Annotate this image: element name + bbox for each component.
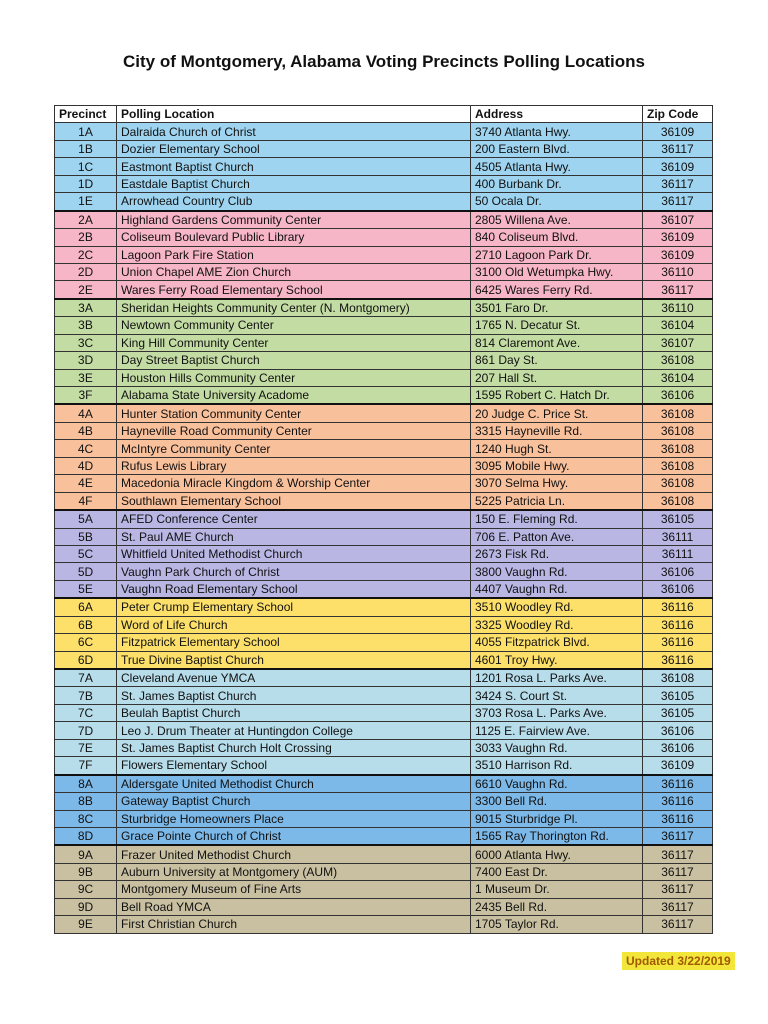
table-row [55,687,713,704]
address-cell: 50 Ocala Dr. [471,193,643,211]
address-cell: 1240 Hugh St. [471,440,643,457]
table-row [55,563,713,580]
page-title: City of Montgomery, Alabama Voting Precincts Polling Locations [122,52,646,71]
polling-location-cell: King Hill Community Center [117,334,471,351]
polling-location-cell: St. James Baptist Church [117,687,471,704]
zip-code-cell: 36116 [643,634,713,651]
table-row [55,158,713,175]
table-row [55,739,713,756]
precinct-cell: 7C [55,704,117,721]
precinct-cell: 8D [55,827,117,845]
table-header-row [55,106,713,123]
zip-code-cell: 36109 [643,158,713,175]
polling-location-cell: Vaughn Road Elementary School [117,580,471,598]
polling-location-cell: Coliseum Boulevard Public Library [117,229,471,246]
zip-code-cell: 36109 [643,229,713,246]
address-cell: 3300 Bell Rd. [471,793,643,810]
zip-code-cell: 36108 [643,352,713,369]
address-cell: 1 Museum Dr. [471,881,643,898]
table-row [55,246,713,263]
precinct-cell: 2B [55,229,117,246]
address-cell: 150 E. Fleming Rd. [471,510,643,528]
table-row [55,598,713,616]
address-cell: 3740 Atlanta Hwy. [471,123,643,140]
precinct-cell: 9A [55,845,117,863]
polling-location-cell: Alabama State University Acadome [117,387,471,405]
zip-code-cell: 36107 [643,334,713,351]
address-cell: 6000 Atlanta Hwy. [471,845,643,863]
precinct-cell: 9D [55,898,117,915]
address-cell: 1125 E. Fairview Ave. [471,722,643,739]
zip-code-cell: 36117 [643,863,713,880]
address-cell: 4407 Vaughn Rd. [471,580,643,598]
column-header-precinct: Precinct [55,106,117,123]
address-cell: 3510 Woodley Rd. [471,598,643,616]
precinct-cell: 3B [55,317,117,334]
table-row [55,193,713,211]
polling-location-cell: Dalraida Church of Christ [117,123,471,140]
table-row [55,334,713,351]
table-row [55,492,713,510]
address-cell: 3033 Vaughn Rd. [471,739,643,756]
column-header-zip-code: Zip Code [643,106,713,123]
table-row [55,211,713,229]
precinct-cell: 3A [55,299,117,317]
precinct-cell: 1B [55,140,117,157]
precinct-cell: 5E [55,580,117,598]
address-cell: 7400 East Dr. [471,863,643,880]
table-row [55,528,713,545]
polling-location-cell: Day Street Baptist Church [117,352,471,369]
precinct-cell: 2C [55,246,117,263]
precinct-cell: 4F [55,492,117,510]
polling-location-cell: Hayneville Road Community Center [117,422,471,439]
address-cell: 3325 Woodley Rd. [471,616,643,633]
table-row [55,898,713,915]
precinct-cell: 5A [55,510,117,528]
zip-code-cell: 36116 [643,793,713,810]
zip-code-cell: 36116 [643,616,713,633]
polling-location-cell: Macedonia Miracle Kingdom & Worship Center [117,475,471,492]
zip-code-cell: 36108 [643,404,713,422]
address-cell: 2673 Fisk Rd. [471,545,643,562]
table-row [55,352,713,369]
precinct-cell: 2D [55,263,117,280]
address-cell: 20 Judge C. Price St. [471,404,643,422]
polling-location-cell: Eastdale Baptist Church [117,175,471,192]
address-cell: 1595 Robert C. Hatch Dr. [471,387,643,405]
zip-code-cell: 36117 [643,175,713,192]
polling-location-cell: Eastmont Baptist Church [117,158,471,175]
polling-location-cell: Newtown Community Center [117,317,471,334]
polling-location-cell: Bell Road YMCA [117,898,471,915]
polling-location-cell: McIntyre Community Center [117,440,471,457]
zip-code-cell: 36108 [643,457,713,474]
table-row [55,580,713,598]
address-cell: 1201 Rosa L. Parks Ave. [471,669,643,687]
table-row [55,263,713,280]
polling-location-cell: Auburn University at Montgomery (AUM) [117,863,471,880]
polling-location-cell: Rufus Lewis Library [117,457,471,474]
table-row [55,863,713,880]
table-row [55,229,713,246]
table-row [55,634,713,651]
zip-code-cell: 36109 [643,757,713,775]
precinct-cell: 6D [55,651,117,669]
table-row [55,881,713,898]
address-cell: 4601 Troy Hwy. [471,651,643,669]
precinct-cell: 8C [55,810,117,827]
polling-location-cell: Frazer United Methodist Church [117,845,471,863]
zip-code-cell: 36108 [643,440,713,457]
address-cell: 2805 Willena Ave. [471,211,643,229]
precinct-cell: 2A [55,211,117,229]
zip-code-cell: 36117 [643,845,713,863]
polling-location-cell: St. Paul AME Church [117,528,471,545]
table-row [55,616,713,633]
precinct-cell: 7B [55,687,117,704]
zip-code-cell: 36108 [643,422,713,439]
table-row [55,457,713,474]
address-cell: 3424 S. Court St. [471,687,643,704]
zip-code-cell: 36106 [643,739,713,756]
precinct-cell: 7A [55,669,117,687]
polling-location-cell: AFED Conference Center [117,510,471,528]
table-row [55,704,713,721]
precinct-cell: 5B [55,528,117,545]
zip-code-cell: 36108 [643,475,713,492]
precinct-cell: 7D [55,722,117,739]
address-cell: 3070 Selma Hwy. [471,475,643,492]
updated-date-badge: Updated 3/22/2019 [622,952,735,970]
column-header-polling-location: Polling Location [117,106,471,123]
polling-locations-table [54,105,713,934]
address-cell: 3510 Harrison Rd. [471,757,643,775]
address-cell: 814 Claremont Ave. [471,334,643,351]
polling-location-cell: Sturbridge Homeowners Place [117,810,471,827]
precinct-cell: 4A [55,404,117,422]
precinct-cell: 9C [55,881,117,898]
address-cell: 706 E. Patton Ave. [471,528,643,545]
zip-code-cell: 36106 [643,580,713,598]
address-cell: 3501 Faro Dr. [471,299,643,317]
precinct-cell: 9E [55,916,117,933]
polling-location-cell: Wares Ferry Road Elementary School [117,281,471,299]
polling-location-cell: Lagoon Park Fire Station [117,246,471,263]
zip-code-cell: 36110 [643,263,713,280]
column-header-address: Address [471,106,643,123]
precinct-cell: 7E [55,739,117,756]
zip-code-cell: 36111 [643,528,713,545]
polling-location-cell: Southlawn Elementary School [117,492,471,510]
table-row [55,123,713,140]
address-cell: 2710 Lagoon Park Dr. [471,246,643,263]
address-cell: 207 Hall St. [471,369,643,386]
zip-code-cell: 36117 [643,281,713,299]
precinct-cell: 4E [55,475,117,492]
polling-location-cell: Cleveland Avenue YMCA [117,669,471,687]
zip-code-cell: 36106 [643,722,713,739]
table-row [55,827,713,845]
zip-code-cell: 36109 [643,246,713,263]
address-cell: 4055 Fitzpatrick Blvd. [471,634,643,651]
precinct-cell: 3C [55,334,117,351]
address-cell: 1765 N. Decatur St. [471,317,643,334]
zip-code-cell: 36116 [643,775,713,793]
polling-location-cell: First Christian Church [117,916,471,933]
address-cell: 3095 Mobile Hwy. [471,457,643,474]
polling-location-cell: Whitfield United Methodist Church [117,545,471,562]
precinct-cell: 4B [55,422,117,439]
table-row [55,669,713,687]
table-row [55,140,713,157]
address-cell: 400 Burbank Dr. [471,175,643,192]
table-row [55,651,713,669]
address-cell: 1705 Taylor Rd. [471,916,643,933]
zip-code-cell: 36110 [643,299,713,317]
table-row [55,387,713,405]
table-row [55,545,713,562]
table-row [55,404,713,422]
zip-code-cell: 36116 [643,651,713,669]
precinct-cell: 5D [55,563,117,580]
zip-code-cell: 36107 [643,211,713,229]
precinct-cell: 5C [55,545,117,562]
zip-code-cell: 36104 [643,317,713,334]
zip-code-cell: 36109 [643,123,713,140]
precinct-cell: 7F [55,757,117,775]
polling-location-cell: Vaughn Park Church of Christ [117,563,471,580]
address-cell: 5225 Patricia Ln. [471,492,643,510]
precinct-cell: 1D [55,175,117,192]
address-cell: 861 Day St. [471,352,643,369]
table-body [55,123,713,933]
precinct-cell: 6C [55,634,117,651]
polling-location-cell: Leo J. Drum Theater at Huntingdon College [117,722,471,739]
table-row [55,793,713,810]
polling-location-cell: Aldersgate United Methodist Church [117,775,471,793]
table-row [55,440,713,457]
zip-code-cell: 36111 [643,545,713,562]
polling-location-cell: Word of Life Church [117,616,471,633]
precinct-cell: 1E [55,193,117,211]
polling-location-cell: Peter Crump Elementary School [117,598,471,616]
precinct-cell: 2E [55,281,117,299]
table-row [55,916,713,933]
precinct-cell: 3E [55,369,117,386]
precinct-cell: 4D [55,457,117,474]
table-row [55,810,713,827]
address-cell: 6610 Vaughn Rd. [471,775,643,793]
table-row [55,775,713,793]
address-cell: 9015 Sturbridge Pl. [471,810,643,827]
table-row [55,845,713,863]
polling-location-cell: Sheridan Heights Community Center (N. Montgomery) [117,299,471,317]
polling-location-cell: Gateway Baptist Church [117,793,471,810]
zip-code-cell: 36117 [643,193,713,211]
polling-location-cell: Flowers Elementary School [117,757,471,775]
table-row [55,369,713,386]
zip-code-cell: 36117 [643,827,713,845]
zip-code-cell: 36105 [643,687,713,704]
precinct-cell: 6B [55,616,117,633]
zip-code-cell: 36108 [643,669,713,687]
polling-location-cell: Montgomery Museum of Fine Arts [117,881,471,898]
table-row [55,422,713,439]
polling-location-cell: Union Chapel AME Zion Church [117,263,471,280]
polling-location-cell: True Divine Baptist Church [117,651,471,669]
zip-code-cell: 36104 [643,369,713,386]
precinct-cell: 3F [55,387,117,405]
address-cell: 200 Eastern Blvd. [471,140,643,157]
polling-location-cell: St. James Baptist Church Holt Crossing [117,739,471,756]
zip-code-cell: 36117 [643,916,713,933]
address-cell: 1565 Ray Thorington Rd. [471,827,643,845]
zip-code-cell: 36117 [643,898,713,915]
table-row [55,757,713,775]
table-row [55,281,713,299]
zip-code-cell: 36106 [643,563,713,580]
polling-location-cell: Houston Hills Community Center [117,369,471,386]
zip-code-cell: 36105 [643,704,713,721]
polling-location-cell: Dozier Elementary School [117,140,471,157]
precinct-cell: 8A [55,775,117,793]
polling-location-cell: Arrowhead Country Club [117,193,471,211]
precinct-cell: 3D [55,352,117,369]
polling-location-cell: Beulah Baptist Church [117,704,471,721]
polling-location-cell: Grace Pointe Church of Christ [117,827,471,845]
polling-location-cell: Highland Gardens Community Center [117,211,471,229]
address-cell: 840 Coliseum Blvd. [471,229,643,246]
address-cell: 3800 Vaughn Rd. [471,563,643,580]
zip-code-cell: 36108 [643,492,713,510]
table-row [55,475,713,492]
precinct-cell: 8B [55,793,117,810]
address-cell: 2435 Bell Rd. [471,898,643,915]
polling-location-cell: Fitzpatrick Elementary School [117,634,471,651]
zip-code-cell: 36105 [643,510,713,528]
table-row [55,510,713,528]
zip-code-cell: 36117 [643,881,713,898]
zip-code-cell: 36117 [643,140,713,157]
polling-location-cell: Hunter Station Community Center [117,404,471,422]
address-cell: 6425 Wares Ferry Rd. [471,281,643,299]
address-cell: 3315 Hayneville Rd. [471,422,643,439]
precinct-cell: 4C [55,440,117,457]
precinct-cell: 1C [55,158,117,175]
table-row [55,175,713,192]
zip-code-cell: 36116 [643,598,713,616]
precinct-cell: 6A [55,598,117,616]
address-cell: 3703 Rosa L. Parks Ave. [471,704,643,721]
address-cell: 3100 Old Wetumpka Hwy. [471,263,643,280]
zip-code-cell: 36116 [643,810,713,827]
table-row [55,317,713,334]
table-row [55,722,713,739]
zip-code-cell: 36106 [643,387,713,405]
precinct-cell: 9B [55,863,117,880]
address-cell: 4505 Atlanta Hwy. [471,158,643,175]
table-row [55,299,713,317]
precinct-cell: 1A [55,123,117,140]
